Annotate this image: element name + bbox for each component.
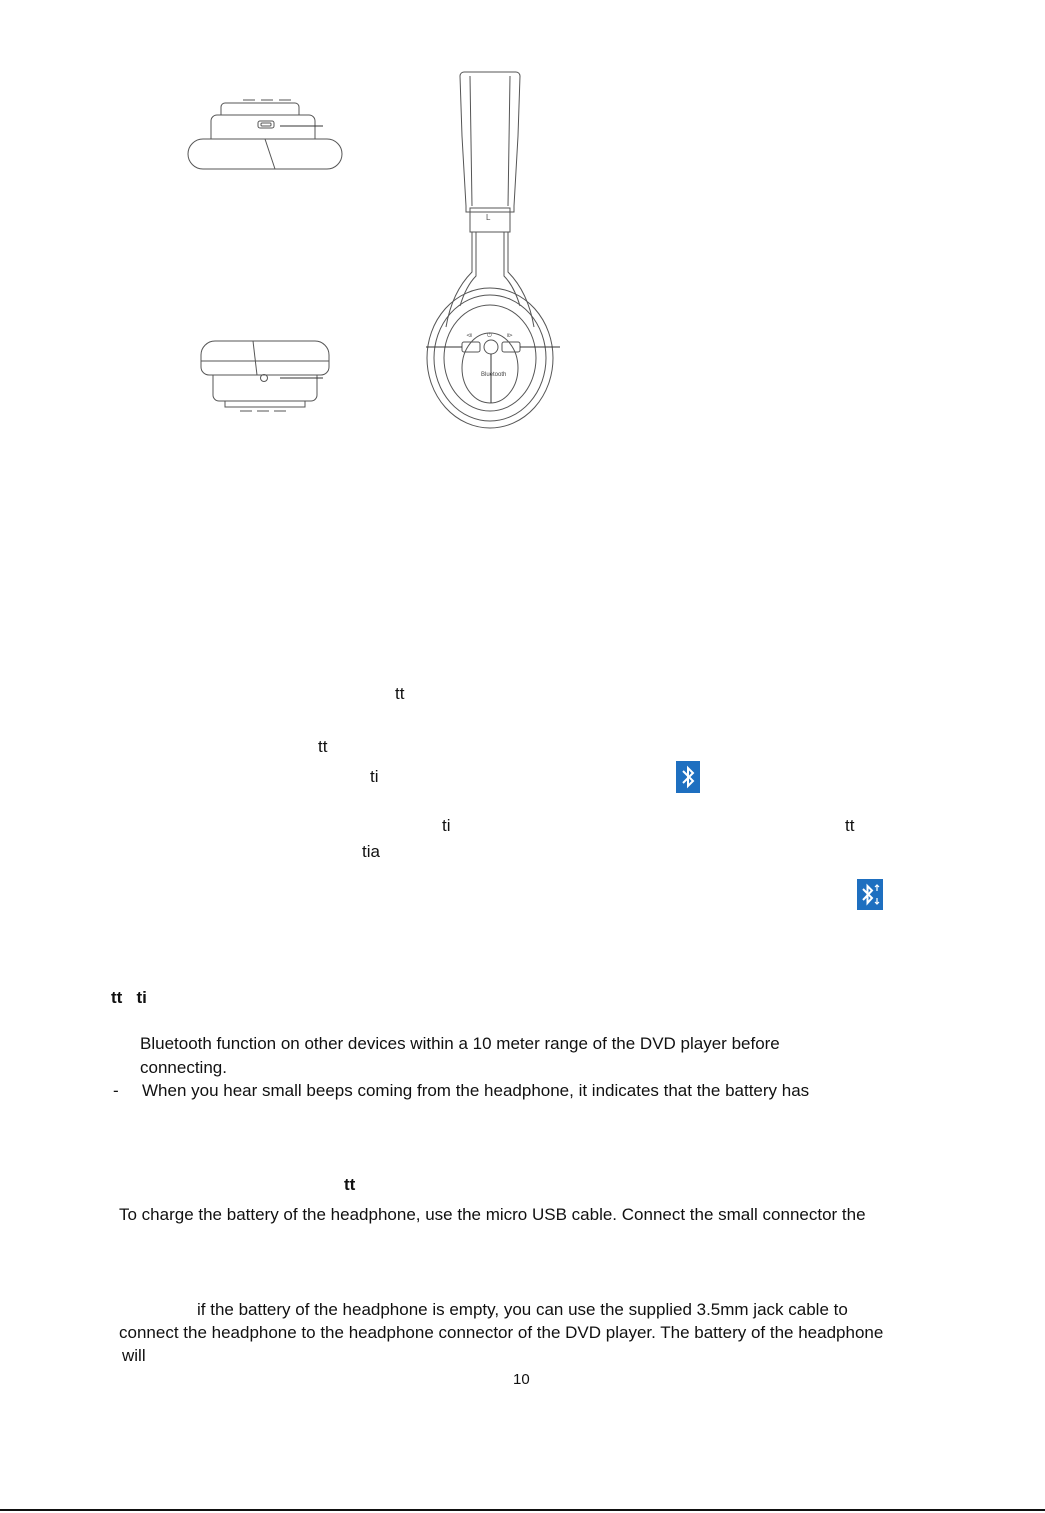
empty-battery-line-2: connect the headphone to the headphone connector of the DVD player. The battery of the headphone [119,1323,884,1342]
bullet-dash: - [113,1081,119,1100]
bluetooth-icon [676,761,700,793]
text-fragment: tt [318,737,328,756]
note-line-1: Bluetooth function on other devices within a 10 meter range of the DVD player before [140,1034,780,1053]
empty-battery-line-1: if the battery of the headphone is empty, you can use the supplied 3.5mm jack cable to [197,1300,848,1319]
page-bottom-rule [0,1509,1045,1511]
text-fragment: tt [845,816,855,835]
empty-battery-line-3: will [122,1346,146,1365]
text-fragment: tia [362,842,380,861]
page-number: 10 [513,1371,530,1388]
section-heading-fragment: tt ti [111,988,147,1007]
charge-heading-fragment: tt [344,1175,356,1194]
charge-text: To charge the battery of the headphone, use the micro USB cable. Connect the small connector the [119,1205,866,1224]
text-fragment: tt [395,684,405,703]
earcup-top-view-drawing [195,95,335,175]
bluetooth-connected-icon [857,879,883,910]
earcup-bluetooth-logo: Bluetooth [481,372,507,378]
earcup-bottom-view-drawing [195,335,335,420]
volume-down-symbol: ⧏ [466,333,472,339]
note-line-2: connecting. [140,1058,227,1077]
text-fragment: ti [370,767,379,786]
power-symbol: ⏻ [487,333,492,339]
text-fragment: ti [442,816,451,835]
note-line-3: When you hear small beeps coming from the headphone, it indicates that the battery has [142,1081,810,1100]
headband-marker: L [486,213,491,222]
volume-up-symbol: ⧐ [507,333,513,339]
